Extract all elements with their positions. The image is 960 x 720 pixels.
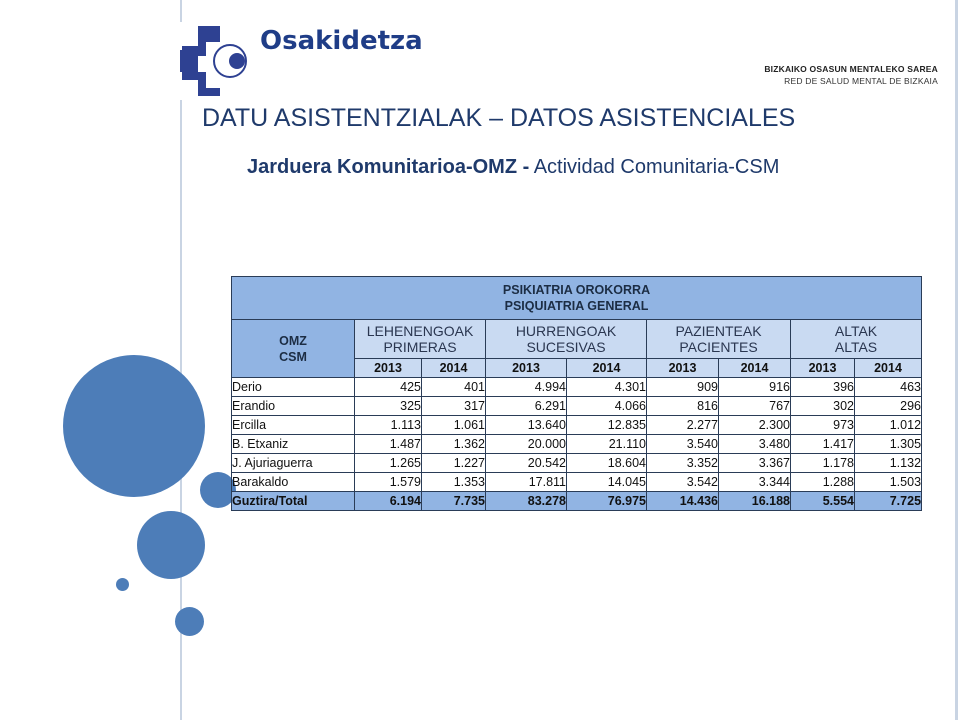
center-name: Derio bbox=[232, 378, 355, 397]
value-cell: 3.480 bbox=[719, 435, 791, 454]
value-cell: 1.288 bbox=[791, 473, 855, 492]
year-header: 2014 bbox=[567, 359, 647, 378]
value-cell: 401 bbox=[422, 378, 486, 397]
value-cell: 4.994 bbox=[486, 378, 567, 397]
center-name: B. Etxaniz bbox=[232, 435, 355, 454]
table-title-spanish: PSIQUIATRIA GENERAL bbox=[504, 299, 649, 313]
org-name-basque: BIZKAIKO OSASUN MENTALEKO SAREA bbox=[764, 64, 938, 74]
value-cell: 6.194 bbox=[355, 492, 422, 511]
value-cell: 1.061 bbox=[422, 416, 486, 435]
value-cell: 909 bbox=[647, 378, 719, 397]
row-header-basque: OMZ bbox=[279, 333, 307, 348]
value-cell: 4.066 bbox=[567, 397, 647, 416]
right-divider-line bbox=[955, 0, 958, 720]
table-row bbox=[232, 378, 922, 397]
value-cell: 12.835 bbox=[567, 416, 647, 435]
org-name-spanish: RED DE SALUD MENTAL DE BIZKAIA bbox=[784, 76, 938, 86]
group-label-spanish: PRIMERAS bbox=[383, 339, 457, 355]
value-cell: 425 bbox=[355, 378, 422, 397]
group-label-basque: ALTAK bbox=[834, 323, 878, 339]
year-header: 2013 bbox=[791, 359, 855, 378]
subtitle-basque: Jarduera Komunitarioa-OMZ - bbox=[247, 156, 530, 178]
value-cell: 1.113 bbox=[355, 416, 422, 435]
value-cell: 1.227 bbox=[422, 454, 486, 473]
group-header-altas bbox=[791, 320, 922, 359]
decorative-circle-dot bbox=[116, 578, 129, 591]
table-row bbox=[232, 435, 922, 454]
value-cell: 767 bbox=[719, 397, 791, 416]
table-row bbox=[232, 454, 922, 473]
group-label-basque: HURRENGOAK bbox=[515, 323, 617, 339]
value-cell: 83.278 bbox=[486, 492, 567, 511]
value-cell: 1.487 bbox=[355, 435, 422, 454]
center-name: Barakaldo bbox=[232, 473, 355, 492]
value-cell: 3.344 bbox=[719, 473, 791, 492]
value-cell: 2.277 bbox=[647, 416, 719, 435]
center-name: Erandio bbox=[232, 397, 355, 416]
center-name: J. Ajuriaguerra bbox=[232, 454, 355, 473]
value-cell: 1.305 bbox=[855, 435, 922, 454]
value-cell: 1.579 bbox=[355, 473, 422, 492]
subtitle-spanish: Actividad Comunitaria-CSM bbox=[529, 156, 780, 178]
activity-table bbox=[231, 276, 922, 511]
decorative-circle-large bbox=[63, 355, 205, 497]
group-header-sucesivas bbox=[486, 320, 647, 359]
value-cell: 317 bbox=[422, 397, 486, 416]
value-cell: 18.604 bbox=[567, 454, 647, 473]
value-cell: 1.012 bbox=[855, 416, 922, 435]
year-header: 2013 bbox=[647, 359, 719, 378]
value-cell: 3.367 bbox=[719, 454, 791, 473]
value-cell: 7.735 bbox=[422, 492, 486, 511]
year-header: 2013 bbox=[486, 359, 567, 378]
table-title-basque: PSIKIATRIA OROKORRA bbox=[502, 283, 651, 297]
value-cell: 1.417 bbox=[791, 435, 855, 454]
group-label-basque: PAZIENTEAK bbox=[675, 323, 762, 339]
value-cell: 302 bbox=[791, 397, 855, 416]
page-title: DATU ASISTENTZIALAK – DATOS ASISTENCIALES bbox=[202, 104, 796, 132]
value-cell: 21.110 bbox=[567, 435, 647, 454]
value-cell: 7.725 bbox=[855, 492, 922, 511]
value-cell: 916 bbox=[719, 378, 791, 397]
value-cell: 1.503 bbox=[855, 473, 922, 492]
table-row bbox=[232, 416, 922, 435]
value-cell: 4.301 bbox=[567, 378, 647, 397]
group-label-spanish: PACIENTES bbox=[679, 339, 758, 355]
value-cell: 2.300 bbox=[719, 416, 791, 435]
total-label: Guztira/Total bbox=[232, 492, 355, 511]
center-name: Ercilla bbox=[232, 416, 355, 435]
value-cell: 1.362 bbox=[422, 435, 486, 454]
value-cell: 20.000 bbox=[486, 435, 567, 454]
value-cell: 17.811 bbox=[486, 473, 567, 492]
value-cell: 6.291 bbox=[486, 397, 567, 416]
group-header-pacientes bbox=[647, 320, 791, 359]
value-cell: 973 bbox=[791, 416, 855, 435]
table-row bbox=[232, 473, 922, 492]
value-cell: 20.542 bbox=[486, 454, 567, 473]
value-cell: 816 bbox=[647, 397, 719, 416]
value-cell: 1.265 bbox=[355, 454, 422, 473]
group-header-primeras bbox=[355, 320, 486, 359]
table-row bbox=[232, 397, 922, 416]
value-cell: 3.540 bbox=[647, 435, 719, 454]
value-cell: 5.554 bbox=[791, 492, 855, 511]
table-total-row bbox=[232, 492, 922, 511]
decorative-circle-medium bbox=[137, 511, 205, 579]
brand-name: Osakidetza bbox=[260, 26, 423, 56]
group-label-spanish: SUCESIVAS bbox=[526, 339, 606, 355]
value-cell: 1.178 bbox=[791, 454, 855, 473]
group-label-spanish: ALTAS bbox=[834, 339, 878, 355]
year-header: 2014 bbox=[422, 359, 486, 378]
value-cell: 325 bbox=[355, 397, 422, 416]
value-cell: 463 bbox=[855, 378, 922, 397]
year-header: 2014 bbox=[855, 359, 922, 378]
row-header-spanish: CSM bbox=[279, 349, 307, 364]
value-cell: 14.045 bbox=[567, 473, 647, 492]
value-cell: 16.188 bbox=[719, 492, 791, 511]
page-subtitle bbox=[247, 156, 779, 179]
value-cell: 1.132 bbox=[855, 454, 922, 473]
value-cell: 396 bbox=[791, 378, 855, 397]
group-label-basque: LEHENENGOAK bbox=[366, 323, 474, 339]
value-cell: 14.436 bbox=[647, 492, 719, 511]
row-header-center bbox=[232, 320, 355, 378]
value-cell: 3.352 bbox=[647, 454, 719, 473]
value-cell: 76.975 bbox=[567, 492, 647, 511]
value-cell: 296 bbox=[855, 397, 922, 416]
osakidetza-logo-icon bbox=[180, 22, 256, 100]
table-title bbox=[232, 277, 922, 320]
value-cell: 3.542 bbox=[647, 473, 719, 492]
year-header: 2013 bbox=[355, 359, 422, 378]
value-cell: 13.640 bbox=[486, 416, 567, 435]
year-header: 2014 bbox=[719, 359, 791, 378]
decorative-circle-small-2 bbox=[175, 607, 204, 636]
value-cell: 1.353 bbox=[422, 473, 486, 492]
